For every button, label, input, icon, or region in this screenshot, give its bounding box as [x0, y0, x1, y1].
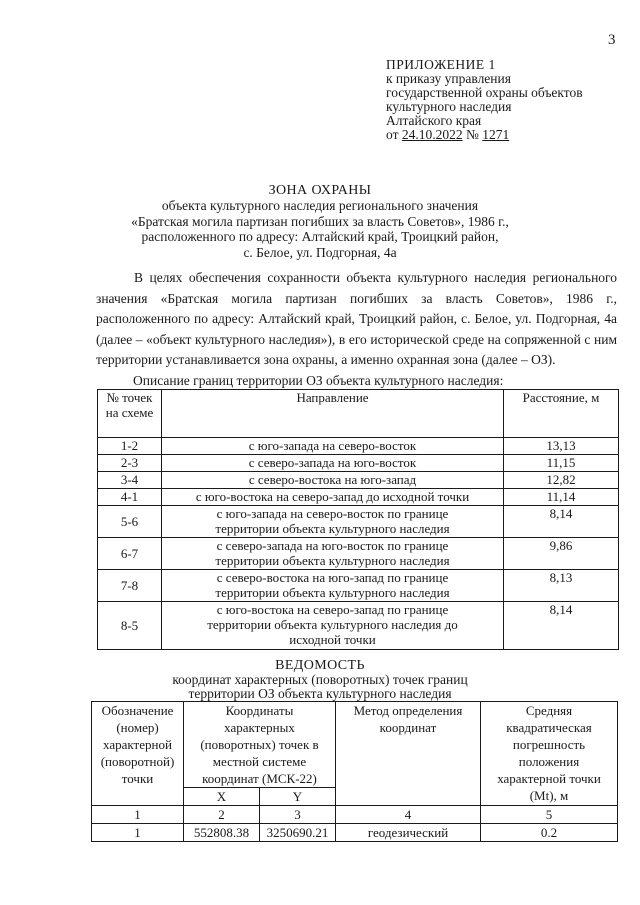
- header-line: Координаты: [225, 703, 294, 718]
- number-prefix: №: [462, 127, 483, 142]
- appendix-title: ПРИЛОЖЕНИЕ 1: [386, 57, 496, 72]
- table-row: [98, 538, 619, 570]
- vedomost-subtitle-line: территории ОЗ объекта культурного наследия: [188, 686, 452, 701]
- cell-direction: с северо-запада на юго-восток: [162, 455, 504, 472]
- table-header-row: [98, 390, 619, 438]
- page-number: 3: [608, 32, 616, 48]
- column-number-row: [92, 806, 618, 824]
- header-line: характерной точки: [497, 771, 601, 786]
- table-row: [98, 570, 619, 602]
- cell-points: 6-7: [98, 538, 162, 570]
- cell-points: 3-4: [98, 472, 162, 489]
- header-line: (номер): [116, 720, 159, 735]
- header-points: [98, 390, 162, 438]
- zone-subtitle-line: расположенного по адресу: Алтайский край, Троицкий район,: [141, 229, 499, 244]
- cell-points: 2-3: [98, 455, 162, 472]
- cell-direction-line: с северо-востока на юго-запад по границе: [216, 570, 449, 585]
- cell-distance: 8,14: [504, 602, 619, 650]
- boundary-table: [97, 389, 619, 650]
- cell-direction-line: территории объекта культурного наследия: [215, 521, 450, 536]
- header-line: Средняя: [525, 703, 573, 718]
- header-line: характерных: [224, 720, 295, 735]
- cell-distance: 8,14: [504, 506, 619, 538]
- table-header-row: [92, 702, 618, 788]
- header-line: (поворотных) точек в: [200, 737, 319, 752]
- header-line: Обозначение: [101, 703, 174, 718]
- cell-direction-line: исходной точки: [289, 632, 376, 647]
- header-points-line: на схеме: [105, 405, 154, 420]
- cell-points: 8-5: [98, 602, 162, 650]
- cell-direction-line: с северо-запада на юго-восток по границе: [216, 538, 449, 553]
- zone-subtitle-line: «Братская могила партизан погибших за власть Советов», 1986 г.,: [131, 213, 509, 229]
- header-line: положения: [518, 754, 580, 769]
- cell-distance: 13,13: [504, 438, 619, 455]
- cell-points: 4-1: [98, 489, 162, 506]
- col-number: 2: [184, 806, 260, 824]
- col-number: 4: [336, 806, 481, 824]
- vedomost-subtitle: [0, 673, 640, 701]
- header-line: координат (МСК-22): [202, 771, 317, 786]
- date-prefix: от: [386, 127, 402, 142]
- header-line: (поворотной): [100, 754, 175, 769]
- header-points-line: № точек: [106, 390, 153, 405]
- cell-direction: с юго-востока на северо-запад до исходной точки: [162, 489, 504, 506]
- order-date: 24.10.2022: [401, 127, 463, 142]
- cell-direction: [162, 506, 504, 538]
- header-method: [336, 702, 481, 806]
- cell-direction: с юго-запада на северо-восток: [162, 438, 504, 455]
- col-number: 3: [260, 806, 336, 824]
- order-number: 1271: [482, 127, 510, 142]
- cell-direction-line: территории объекта культурного наследия до: [207, 617, 458, 632]
- coordinates-table: [91, 701, 618, 842]
- appendix-date-line: [386, 128, 583, 142]
- cell-points: 1-2: [98, 438, 162, 455]
- header-direction: Направление: [162, 390, 504, 438]
- table-row: [98, 438, 619, 455]
- header-x: X: [184, 788, 260, 806]
- header-designation: [92, 702, 184, 806]
- table-row: [92, 824, 618, 842]
- header-y: Y: [260, 788, 336, 806]
- header-line: погрешность: [512, 737, 586, 752]
- cell-method: геодезический: [336, 824, 481, 842]
- table-row: [98, 489, 619, 506]
- header-line: Метод определения: [353, 703, 463, 718]
- header-error: [481, 702, 618, 806]
- header-line: точки: [121, 771, 154, 786]
- zone-title: ЗОНА ОХРАНЫ: [268, 183, 372, 198]
- header-line: координат: [379, 720, 437, 735]
- cell-direction-line: территории объекта культурного наследия: [215, 553, 450, 568]
- appendix-line: государственной охраны объектов: [386, 85, 583, 100]
- header-coordinates: [184, 702, 336, 788]
- zone-subtitle-line: объекта культурного наследия регионального значения: [161, 198, 479, 213]
- appendix-header: [386, 58, 583, 142]
- cell-direction: [162, 538, 504, 570]
- col-number: 1: [92, 806, 184, 824]
- header-line: (Mt), м: [529, 788, 569, 803]
- col-number: 5: [481, 806, 618, 824]
- table-row: [98, 455, 619, 472]
- cell-direction-line: с юго-востока на северо-запад по границе: [216, 602, 449, 617]
- cell-distance: 11,15: [504, 455, 619, 472]
- cell-distance: 11,14: [504, 489, 619, 506]
- cell-direction-line: с юго-запада на северо-восток по границе: [216, 506, 449, 521]
- table-row: [98, 506, 619, 538]
- cell-distance: 12,82: [504, 472, 619, 489]
- table1-caption: Описание границ территории ОЗ объекта культурного наследия:: [133, 373, 504, 388]
- cell-y: 3250690.21: [260, 824, 336, 842]
- cell-direction: с северо-востока на юго-запад: [162, 472, 504, 489]
- appendix-line: культурного наследия: [386, 99, 512, 114]
- cell-point: 1: [92, 824, 184, 842]
- intro-paragraph: В целях обеспечения сохранности объекта культурного наследия регионального значения «Братская могила партизан погибших за власть Советов», 1986 г., расположенного по адресу: Алтайский край, Троицкий район, с. Белое, ул. Подгорная, 4а (далее – «объект культурного наследия»), в его исторической среде на сопряженной с ним территории устанавливается зона охраны, а именно охранная зона (далее – ОЗ).: [96, 270, 617, 367]
- vedomost-subtitle-line: координат характерных (поворотных) точек границ: [172, 672, 468, 687]
- header-line: характерной: [103, 737, 172, 752]
- appendix-line: к приказу управления: [386, 71, 511, 86]
- zone-subtitle: [0, 198, 640, 260]
- cell-direction-line: территории объекта культурного наследия: [215, 585, 450, 600]
- appendix-line: Алтайского края: [386, 113, 482, 128]
- cell-x: 552808.38: [184, 824, 260, 842]
- cell-error: 0.2: [481, 824, 618, 842]
- table-row: [98, 602, 619, 650]
- cell-direction: [162, 602, 504, 650]
- cell-distance: 8,13: [504, 570, 619, 602]
- cell-points: 7-8: [98, 570, 162, 602]
- header-distance: Расстояние, м: [504, 390, 619, 438]
- header-line: квадратическая: [506, 720, 592, 735]
- cell-direction: [162, 570, 504, 602]
- zone-subtitle-line: с. Белое, ул. Подгорная, 4а: [243, 244, 397, 260]
- cell-distance: 9,86: [504, 538, 619, 570]
- table-row: [98, 472, 619, 489]
- cell-points: 5-6: [98, 506, 162, 538]
- vedomost-title: ВЕДОМОСТЬ: [275, 658, 365, 673]
- header-line: местной системе: [212, 754, 307, 769]
